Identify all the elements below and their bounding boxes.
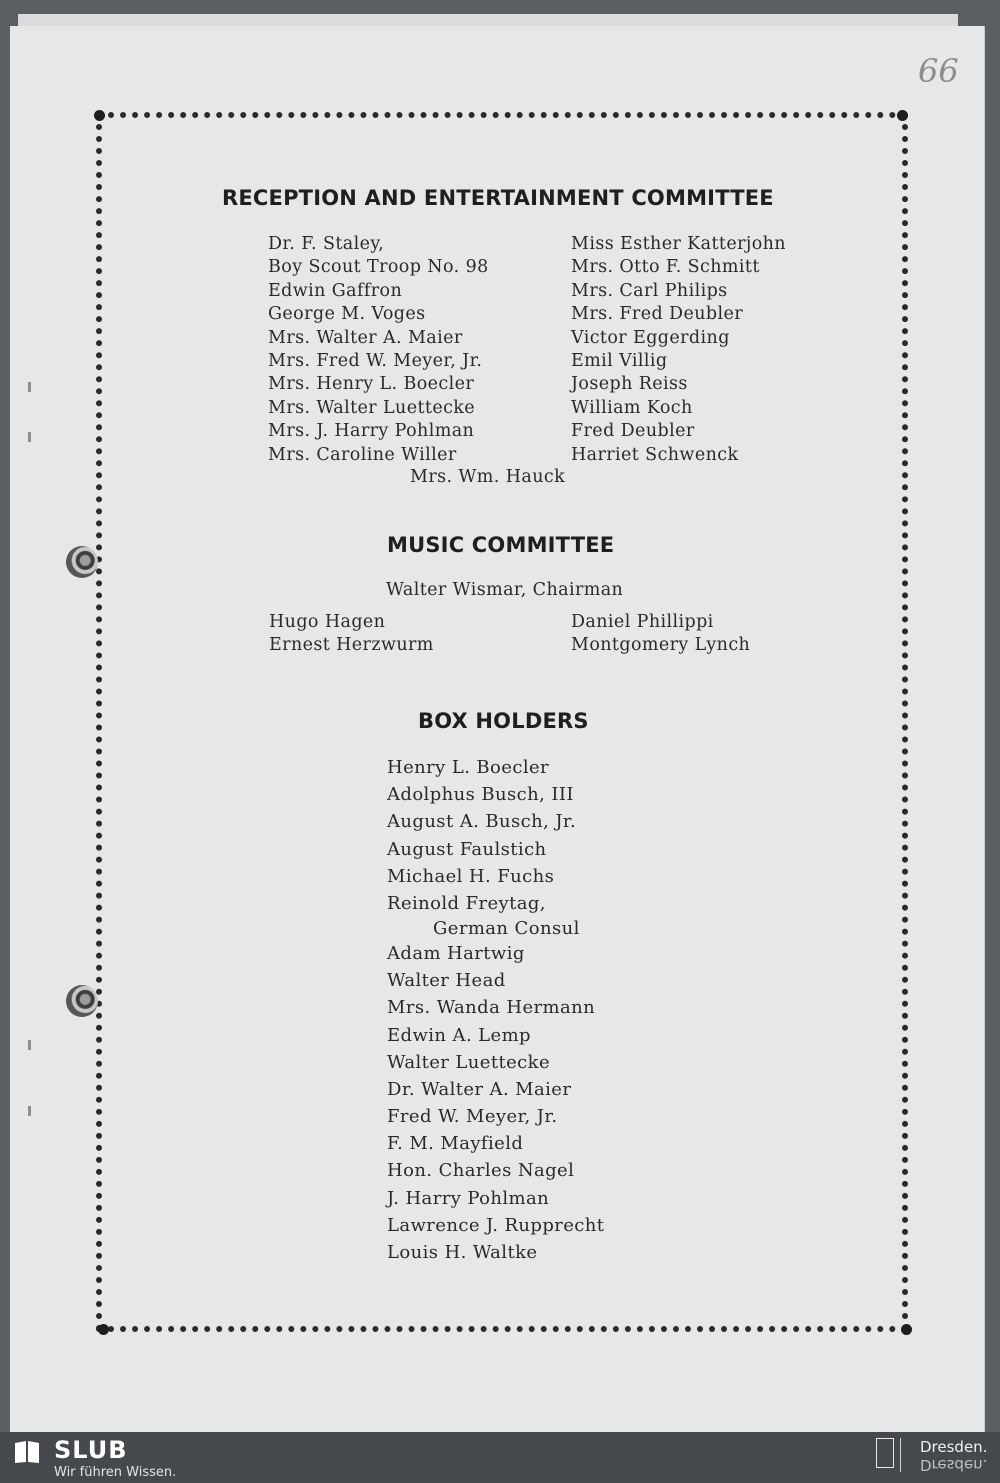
dresden-logo-text: Dresden. xyxy=(920,1438,988,1456)
list-item: Mrs. Caroline Willer xyxy=(268,444,457,465)
border-corner-dot xyxy=(94,110,105,121)
footer-bar xyxy=(0,1432,1000,1483)
border-corner-dot xyxy=(98,1324,109,1335)
list-item: Victor Eggerding xyxy=(571,327,730,348)
list-item: Edwin Gaffron xyxy=(268,280,403,301)
list-item: Montgomery Lynch xyxy=(571,635,751,656)
music-chairman: Walter Wismar, Chairman xyxy=(386,580,624,600)
list-item: August A. Busch, Jr. xyxy=(387,811,577,833)
list-item: Hon. Charles Nagel xyxy=(387,1160,575,1182)
reception-left-column xyxy=(268,233,489,467)
list-item: Mrs. Wanda Hermann xyxy=(387,997,596,1019)
reception-committee-heading: RECEPTION AND ENTERTAINMENT COMMITTEE xyxy=(222,186,774,210)
list-item: J. Harry Pohlman xyxy=(387,1187,550,1209)
handwritten-page-number: 66 xyxy=(918,52,959,90)
list-item-line: Reinold Freytag, xyxy=(387,892,546,914)
list-item: Mrs. Walter Luettecke xyxy=(268,397,476,418)
slub-book-icon xyxy=(14,1440,40,1464)
list-item: Louis H. Waltke xyxy=(387,1242,538,1263)
reception-last-member: Mrs. Wm. Hauck xyxy=(410,467,566,487)
dresden-logo-reflection: Dresden. xyxy=(920,1456,988,1474)
dresden-crest-icon xyxy=(876,1438,894,1468)
slub-logo-text: SLUB xyxy=(54,1436,128,1464)
list-item: Edwin A. Lemp xyxy=(387,1024,531,1046)
list-item: Daniel Phillippi xyxy=(571,612,714,632)
list-item: August Faulstich xyxy=(387,838,547,860)
list-item: Henry L. Boecler xyxy=(387,757,550,778)
list-item: Fred Deubler xyxy=(571,421,695,442)
list-item: Mrs. Fred Deubler xyxy=(571,304,743,325)
list-item: Mrs. Carl Philips xyxy=(571,280,728,301)
list-item xyxy=(387,890,604,940)
list-item: George M. Voges xyxy=(268,304,426,325)
music-left-column xyxy=(269,611,434,658)
box-holders-list xyxy=(387,754,604,1266)
slub-tagline: Wir führen Wissen. xyxy=(54,1465,177,1480)
list-item: Harriet Schwenck xyxy=(571,444,739,465)
list-item: Walter Head xyxy=(387,970,506,992)
music-committee-heading: MUSIC COMMITTEE xyxy=(387,533,615,557)
staple-mark xyxy=(28,1040,31,1050)
list-item: Mrs. Walter A. Maier xyxy=(268,327,463,348)
list-item: Joseph Reiss xyxy=(571,374,688,395)
list-item: Dr. F. Staley, xyxy=(268,234,385,254)
border-corner-dot xyxy=(901,1324,912,1335)
list-item: Adam Hartwig xyxy=(387,942,525,964)
list-item: Ernest Herzwurm xyxy=(269,635,434,656)
list-item: Lawrence J. Rupprecht xyxy=(387,1214,605,1236)
reception-right-column xyxy=(571,233,786,467)
list-item-line: German Consul xyxy=(433,918,580,940)
list-item: Emil Villig xyxy=(571,350,668,371)
box-holders-heading: BOX HOLDERS xyxy=(418,709,589,733)
divider xyxy=(900,1438,901,1472)
list-item: Mrs. Henry L. Boecler xyxy=(268,374,475,395)
list-item: Adolphus Busch, III xyxy=(387,784,574,806)
list-item: Mrs. Otto F. Schmitt xyxy=(571,257,760,278)
punch-hole xyxy=(66,546,98,578)
list-item: F. M. Mayfield xyxy=(387,1133,524,1155)
staple-mark xyxy=(28,382,31,392)
list-item: William Koch xyxy=(571,397,693,418)
list-item: Mrs. Fred W. Meyer, Jr. xyxy=(268,350,483,371)
punch-hole xyxy=(66,985,98,1017)
list-item: Mrs. J. Harry Pohlman xyxy=(268,421,475,442)
staple-mark xyxy=(28,1106,31,1116)
staple-mark xyxy=(28,432,31,442)
list-item: Michael H. Fuchs xyxy=(387,865,555,887)
music-right-column xyxy=(571,611,750,658)
list-item: Fred W. Meyer, Jr. xyxy=(387,1106,558,1128)
list-item: Hugo Hagen xyxy=(269,612,386,632)
list-item: Miss Esther Katterjohn xyxy=(571,234,786,254)
border-corner-dot xyxy=(897,110,908,121)
list-item: Dr. Walter A. Maier xyxy=(387,1078,572,1100)
list-item: Boy Scout Troop No. 98 xyxy=(268,257,489,278)
list-item: Walter Luettecke xyxy=(387,1051,550,1073)
